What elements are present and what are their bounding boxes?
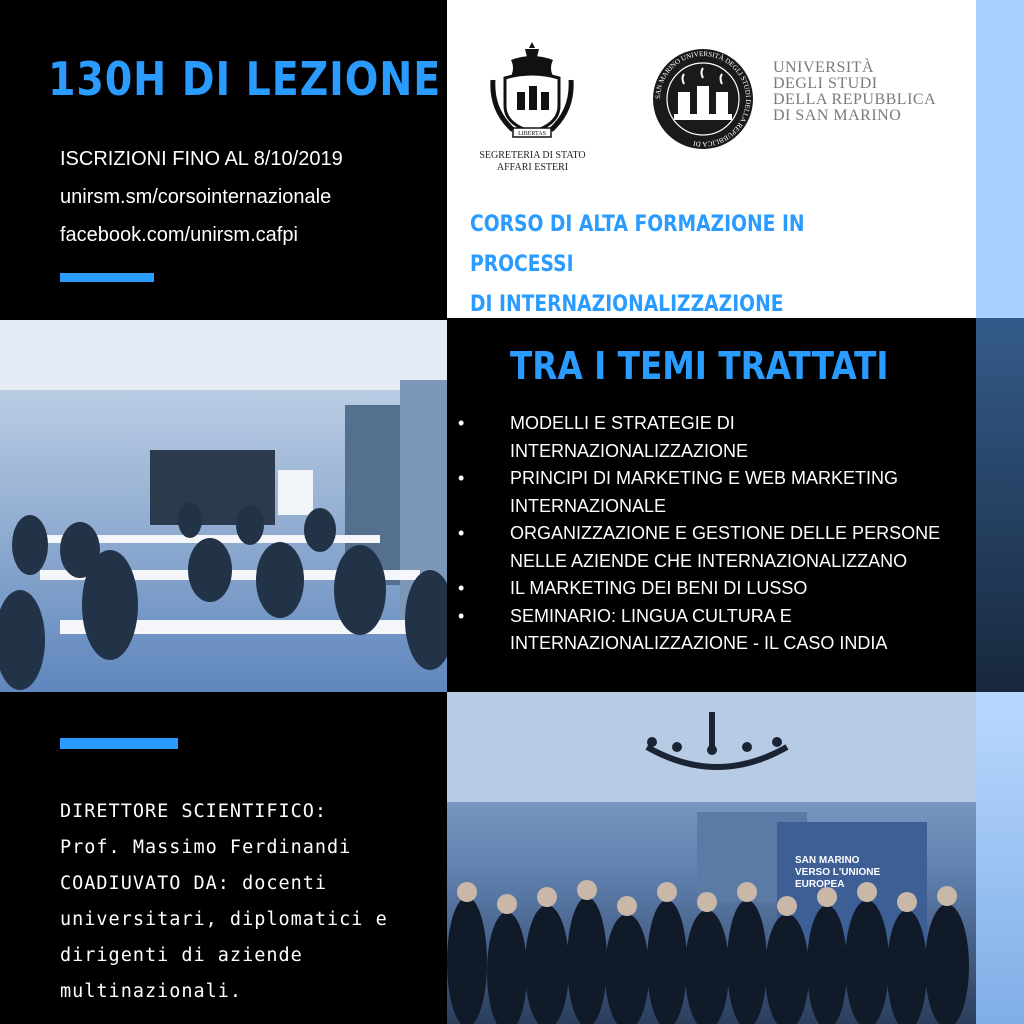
edge-strip [976, 0, 1024, 318]
list-item-line: SEMINARIO: LINGUA CULTURA E [510, 605, 792, 626]
classroom-illustration [0, 320, 447, 692]
edge-strip [976, 318, 1024, 692]
bullet: • [458, 468, 465, 488]
topics-title: TRA I TEMI TRATTATI [510, 344, 889, 388]
crest-caption [470, 150, 595, 174]
accent-bar [60, 738, 178, 749]
registration-deadline: ISCRIZIONI FINO AL 8/10/2019 [60, 148, 343, 170]
university-seal-icon [652, 48, 754, 150]
accent-bar [60, 273, 154, 282]
director-info [60, 794, 440, 1010]
photo-banner-text [795, 855, 935, 891]
course-title-line: CORSO DI ALTA FORMAZIONE IN PROCESSI [470, 212, 805, 277]
list-item-line: INTERNAZIONALE [510, 495, 667, 516]
university-name-line: UNIVERSITÀ [773, 59, 874, 76]
list-item-line: MODELLI E STRATEGIE DI [510, 413, 735, 433]
edge-strip [976, 692, 1024, 1024]
university-name [773, 60, 936, 124]
banner-line: VERSO L'UNIONE [795, 867, 881, 878]
university-name-line: DEGLI STUDI [773, 75, 878, 92]
list-item [458, 410, 968, 465]
university-name-line: DI SAN MARINO [773, 107, 902, 124]
director-line: universitari, diplomatici e [60, 909, 388, 930]
university-name-line: DELLA REPUBBLICA [773, 91, 937, 108]
crest-caption-line: AFFARI ESTERI [496, 162, 569, 173]
san-marino-crest-icon [485, 40, 580, 145]
banner-line: EUROPEA [795, 879, 845, 890]
director-line: Prof. Massimo Ferdinandi [60, 837, 352, 858]
director-line: COADIUVATO DA: docenti [60, 873, 328, 894]
bullet: • [458, 605, 465, 626]
bullet: • [458, 523, 465, 543]
banner-line: SAN MARINO [795, 855, 860, 866]
course-title [470, 205, 895, 325]
bullet: • [458, 578, 465, 598]
headline: 130H DI LEZIONE [48, 52, 442, 106]
list-item-line: INTERNAZIONALIZZAZIONE - IL CASO INDIA [510, 633, 888, 653]
list-item-line: PRINCIPI DI MARKETING E WEB MARKETING [510, 468, 899, 488]
website-link[interactable]: unirsm.sm/corsointernazionale [60, 186, 332, 208]
facebook-link[interactable]: facebook.com/unirsm.cafpi [60, 224, 298, 246]
course-title-line: DI INTERNAZIONALIZZAZIONE [470, 292, 784, 317]
topics-list [458, 410, 968, 658]
list-item [458, 603, 968, 658]
list-item-line: NELLE AZIENDE CHE INTERNAZIONALIZZANO [510, 550, 908, 571]
list-item-line: IL MARKETING DEI BENI DI LUSSO [510, 578, 808, 598]
list-item-line: ORGANIZZAZIONE E GESTIONE DELLE PERSONE [510, 523, 941, 543]
director-line: dirigenti di aziende [60, 945, 303, 966]
list-item [458, 465, 968, 520]
svg-text:SAN MARINO UNIVERSITÀ DEGLI ST: SAN MARINO UNIVERSITÀ DEGLI STUDI DELLA REPUBBLICA DI [653, 49, 753, 149]
list-item [458, 520, 968, 575]
bullet: • [458, 413, 465, 433]
list-item-line: INTERNAZIONALIZZAZIONE [510, 440, 749, 461]
crest-caption-line: SEGRETERIA DI STATO [479, 150, 586, 161]
svg-text:LIBERTAS: LIBERTAS [518, 131, 546, 137]
list-item [458, 575, 968, 603]
classroom-photo [0, 320, 447, 692]
director-line: multinazionali. [60, 981, 243, 1002]
director-line: DIRETTORE SCIENTIFICO: [60, 801, 328, 822]
